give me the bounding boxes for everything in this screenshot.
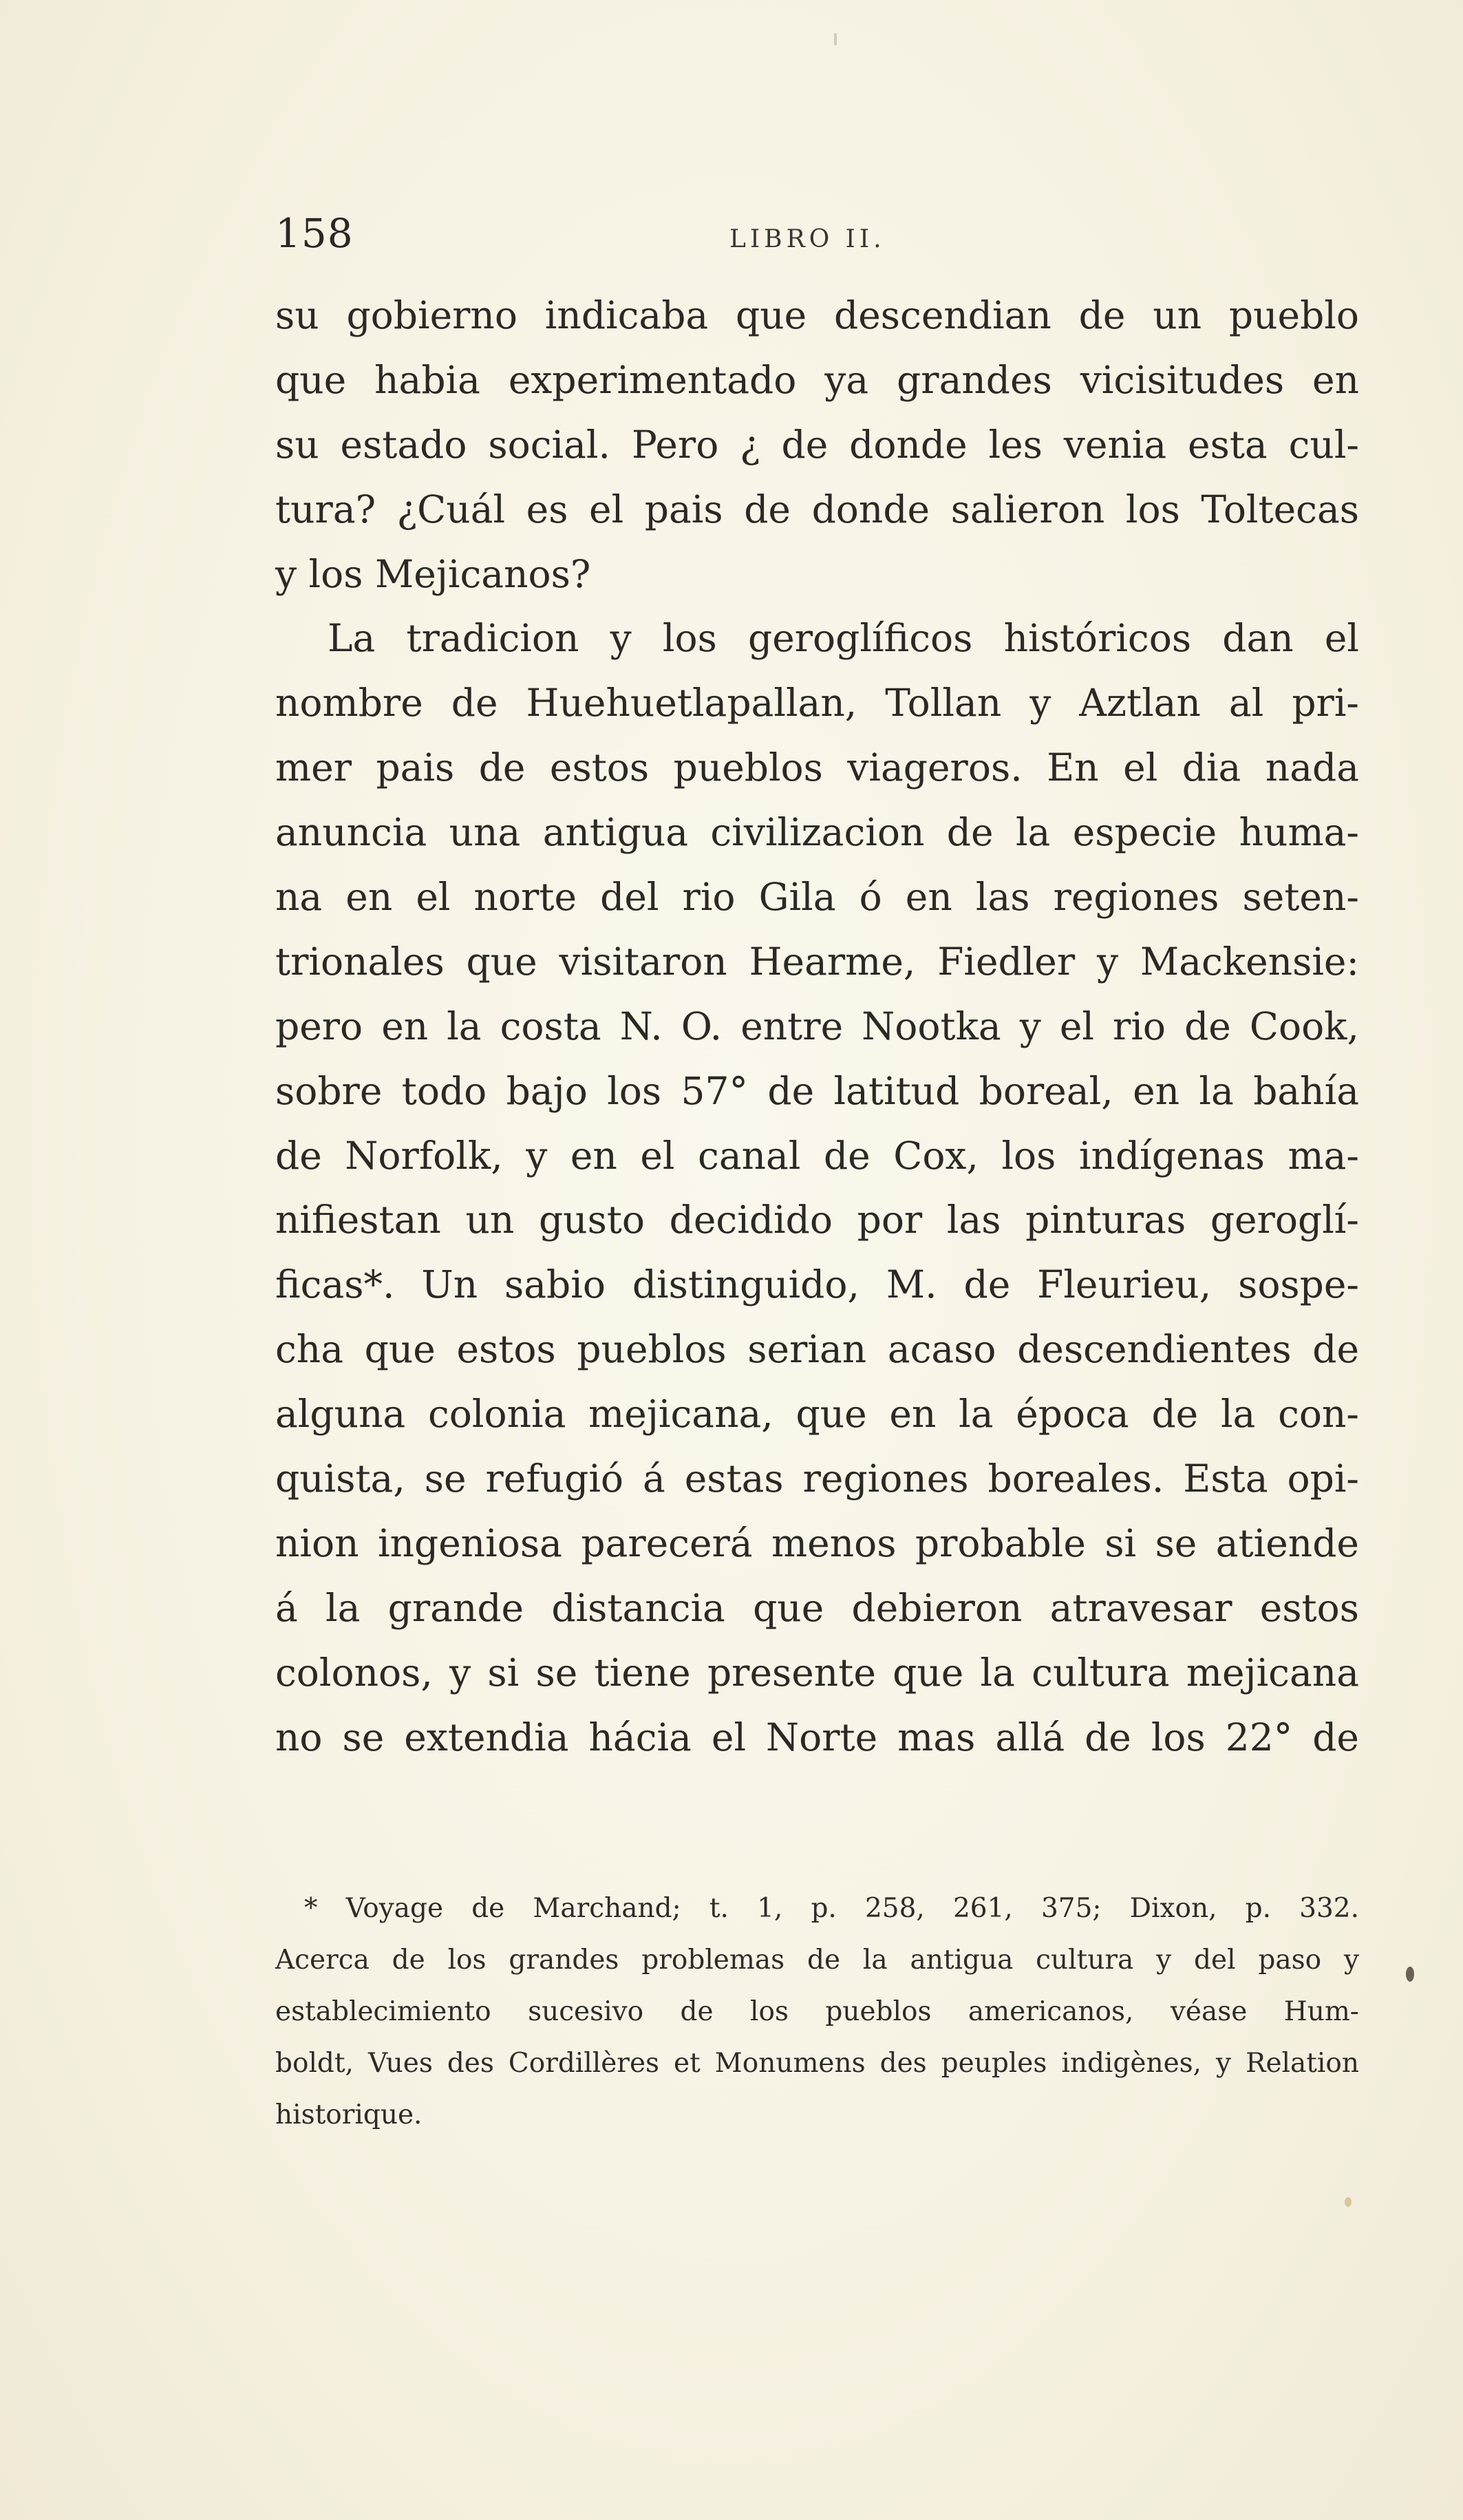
text-line: colonos, y si se tiene presente que la cultura mejicana	[275, 1650, 1359, 1695]
text-line: anuncia una antigua civilizacion de la especie huma-	[275, 810, 1359, 855]
text-line: alguna colonia mejicana, que en la época de la con-	[275, 1392, 1359, 1437]
footnote-line: historique.	[275, 2099, 423, 2130]
text-line: nifiestan un gusto decidido por las pinturas geroglí-	[275, 1198, 1359, 1242]
footnote-line: establecimiento sucesivo de los pueblos americanos, véase Hum-	[275, 1996, 1359, 2027]
text-line: que habia experimentado ya grandes vicisitudes en	[275, 357, 1359, 402]
text-line: á la grande distancia que debieron atravesar estos	[275, 1585, 1359, 1630]
page-number: 158	[275, 210, 354, 257]
text-line: nombre de Huehuetlapallan, Tollan y Aztlan al pri-	[275, 681, 1359, 726]
text-line: tura? ¿Cuál es el pais de donde salieron los Toltecas	[275, 487, 1359, 531]
footnote	[275, 1883, 1359, 2141]
main-text	[275, 284, 1359, 1770]
text-line: su estado social. Pero ¿ de donde les venia esta cul-	[275, 422, 1359, 467]
text-line: quista, se refugió á estas regiones boreales. Esta opi-	[275, 1457, 1359, 1501]
text-line: su gobierno indicaba que descendian de un pueblo	[275, 293, 1359, 337]
page-header	[275, 210, 1359, 272]
text-line: no se extendia hácia el Norte mas allá de los 22° de	[275, 1715, 1359, 1759]
ink-speck	[1406, 1967, 1414, 1982]
text-line: mer pais de estos pueblos viageros. En el dia nada	[275, 745, 1359, 790]
text-line: de Norfolk, y en el canal de Cox, los indígenas ma-	[275, 1133, 1359, 1178]
running-head: LIBRO II.	[729, 225, 886, 253]
text-line: sobre todo bajo los 57° de latitud boreal, en la bahía	[275, 1068, 1359, 1113]
paragraph-first-line: La tradicion y los geroglíficos históricos dan el	[328, 616, 1359, 661]
text-line: y los Mejicanos?	[275, 551, 591, 596]
footnote-line: Acerca de los grandes problemas de la antigua cultura y del paso y	[275, 1945, 1359, 1976]
ink-speck	[1345, 2197, 1352, 2207]
text-line: trionales que visitaron Hearme, Fiedler y Mackensie:	[275, 939, 1359, 984]
text-line: nion ingeniosa parecerá menos probable si se atiende	[275, 1521, 1359, 1565]
text-line: cha que estos pueblos serian acaso descendientes de	[275, 1327, 1359, 1372]
text-line: ficas*. Un sabio distinguido, M. de Fleurieu, sospe-	[275, 1262, 1359, 1307]
ink-speck	[834, 33, 837, 45]
footnote-line: * Voyage de Marchand; t. 1, p. 258, 261, 375; Dixon, p. 332.	[304, 1893, 1359, 1924]
text-line: pero en la costa N. O. entre Nootka y el rio de Cook,	[275, 1004, 1359, 1048]
footnote-line: boldt, Vues des Cordillères et Monumens des peuples indigènes, y Relation	[275, 2048, 1359, 2079]
text-line: na en el norte del rio Gila ó en las regiones seten-	[275, 875, 1359, 920]
